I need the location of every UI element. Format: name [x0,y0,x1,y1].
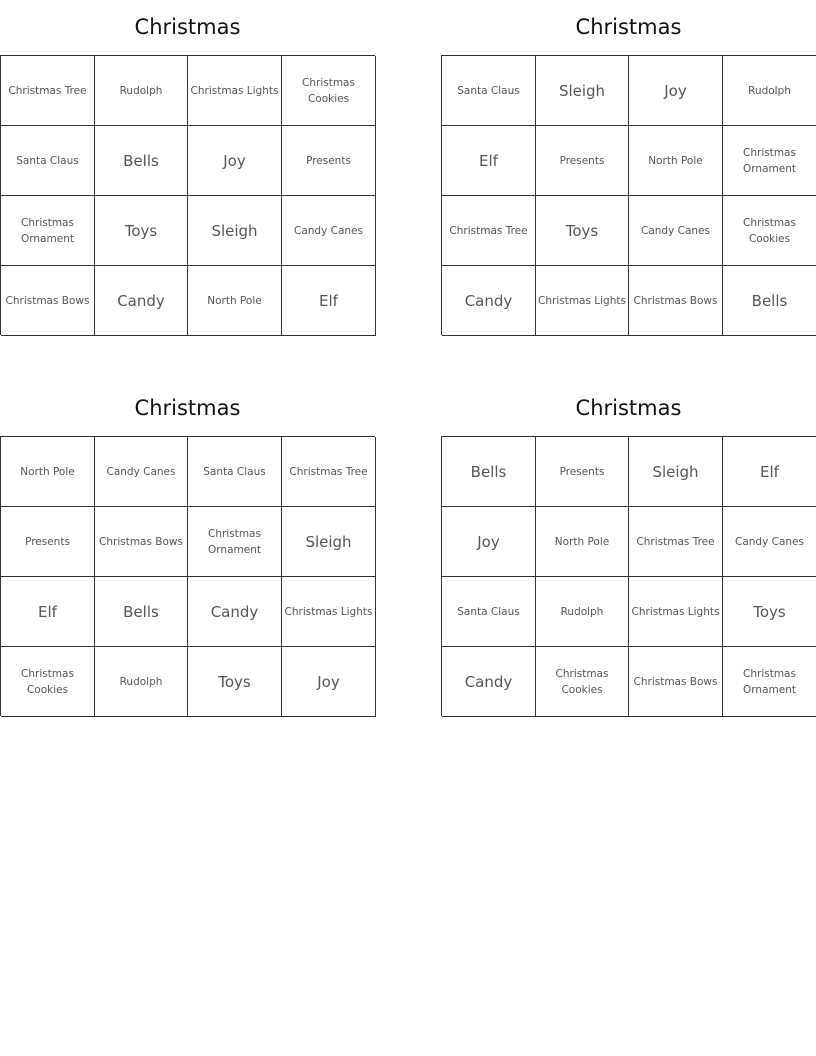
grid-cell: Christmas Bows [1,266,95,336]
bingo-grid [441,55,816,335]
grid-cell: Bells [95,126,188,196]
grid-cell: Bells [442,437,536,507]
grid-cell: Christmas Cookies [1,647,95,717]
grid-cell: Candy [442,266,536,336]
grid-cell: Candy [188,577,282,647]
grid-cell: Candy Canes [282,196,376,266]
grid-cell: North Pole [1,437,95,507]
grid-cell: Christmas Tree [442,196,536,266]
grid-cell: Toys [95,196,188,266]
grid-cell: Presents [282,126,376,196]
grid-cell: Christmas Bows [629,647,723,717]
grid-cell: Christmas Lights [629,577,723,647]
grid-cell: Joy [188,126,282,196]
grid-cell: Presents [536,126,629,196]
grid-cell: Presents [536,437,629,507]
grid-cell: Candy [442,647,536,717]
grid-cell: Elf [282,266,376,336]
grid-cell: North Pole [629,126,723,196]
grid-cell: Christmas Ornament [723,647,816,717]
grid-cell: North Pole [536,507,629,577]
grid-cell: Sleigh [629,437,723,507]
card-title: Christmas [575,15,682,39]
grid-cell: Joy [629,56,723,126]
grid-cell: Sleigh [536,56,629,126]
grid-cell: Christmas Lights [536,266,629,336]
grid-cell: Rudolph [95,647,188,717]
card-title: Christmas [575,396,682,420]
bingo-grid [0,436,375,716]
grid-cell: Rudolph [723,56,816,126]
grid-cell: Elf [723,437,816,507]
grid-cell: Candy [95,266,188,336]
grid-cell: Christmas Bows [629,266,723,336]
grid-cell: Candy Canes [723,507,816,577]
bingo-grid [441,436,816,716]
grid-cell: Rudolph [95,56,188,126]
grid-cell: Toys [536,196,629,266]
card-title: Christmas [134,396,241,420]
grid-cell: Elf [442,126,536,196]
grid-cell: Christmas Tree [282,437,376,507]
grid-cell: Joy [442,507,536,577]
grid-cell: Candy Canes [629,196,723,266]
grid-cell: Christmas Cookies [536,647,629,717]
grid-cell: Christmas Lights [282,577,376,647]
grid-cell: Joy [282,647,376,717]
card-title: Christmas [134,15,241,39]
grid-cell: Sleigh [282,507,376,577]
grid-cell: Toys [188,647,282,717]
grid-cell: Christmas Ornament [723,126,816,196]
grid-cell: Bells [95,577,188,647]
grid-cell: Christmas Cookies [723,196,816,266]
grid-cell: Christmas Ornament [1,196,95,266]
grid-cell: Elf [1,577,95,647]
bingo-grid [0,55,375,335]
grid-cell: Santa Claus [442,56,536,126]
grid-cell: Toys [723,577,816,647]
grid-cell: Christmas Tree [629,507,723,577]
grid-cell: Candy Canes [95,437,188,507]
grid-cell: Christmas Cookies [282,56,376,126]
grid-cell: Christmas Bows [95,507,188,577]
grid-cell: Santa Claus [1,126,95,196]
grid-cell: Sleigh [188,196,282,266]
grid-cell: Bells [723,266,816,336]
grid-cell: Christmas Ornament [188,507,282,577]
grid-cell: North Pole [188,266,282,336]
grid-cell: Santa Claus [442,577,536,647]
grid-cell: Christmas Lights [188,56,282,126]
grid-cell: Santa Claus [188,437,282,507]
grid-cell: Rudolph [536,577,629,647]
grid-cell: Presents [1,507,95,577]
grid-cell: Christmas Tree [1,56,95,126]
